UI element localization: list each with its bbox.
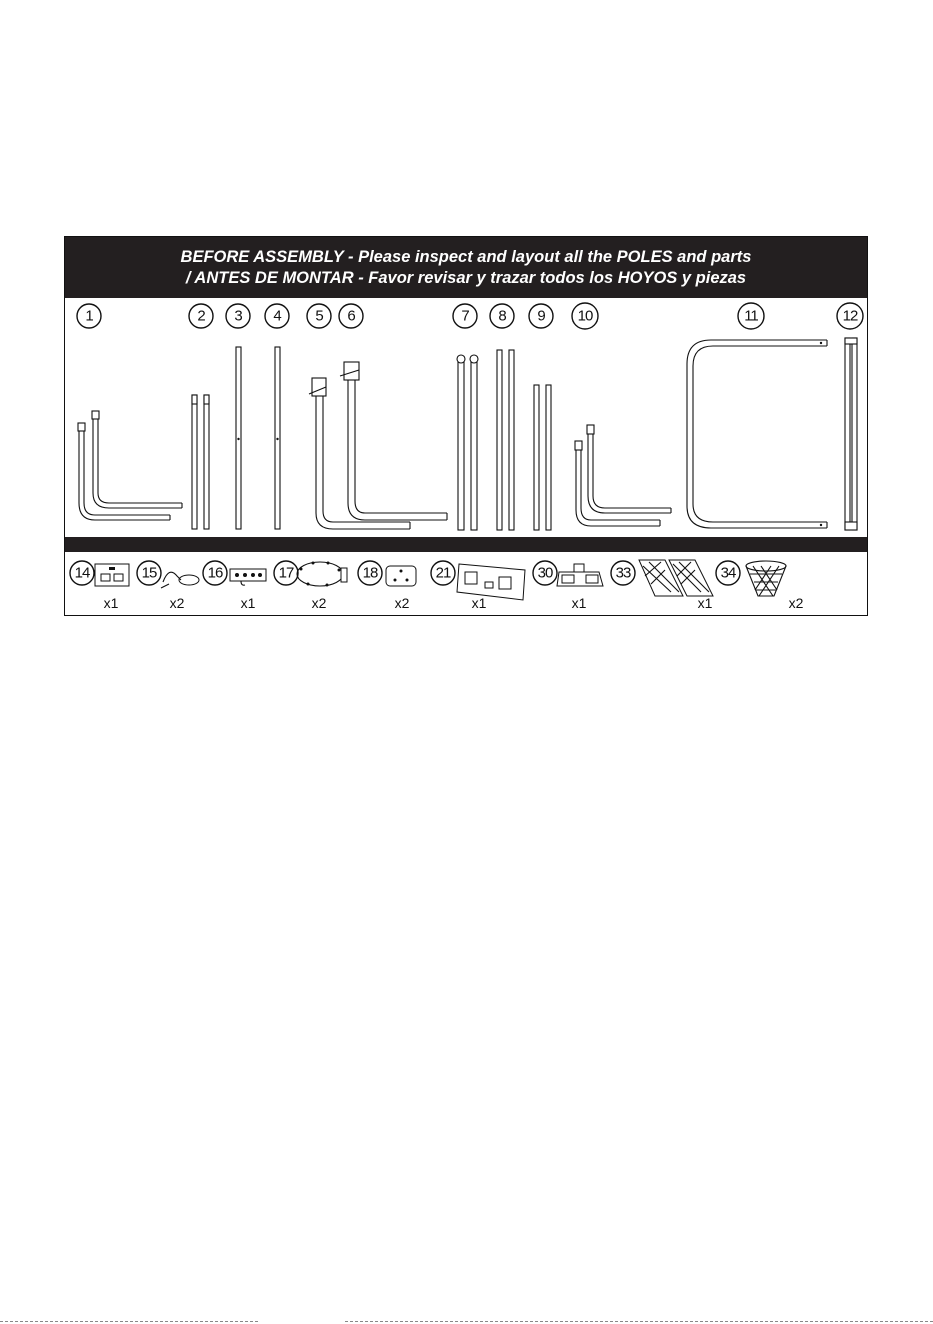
svg-text:2: 2 <box>197 307 205 325</box>
hoop-rim-icon <box>297 562 347 587</box>
svg-text:7: 7 <box>461 307 469 325</box>
pole-3-drawing <box>236 347 241 529</box>
svg-text:3: 3 <box>234 307 242 325</box>
svg-text:4: 4 <box>273 307 281 325</box>
pole-label-12 <box>837 303 863 329</box>
instruction-header <box>65 237 867 298</box>
svg-text:15: 15 <box>141 564 157 582</box>
svg-text:16: 16 <box>207 564 223 582</box>
pole-label-3 <box>226 304 250 328</box>
pole-10-drawing <box>575 425 671 526</box>
pole-11-drawing <box>687 340 827 528</box>
control-box-icon <box>95 564 129 586</box>
svg-text:x1: x1 <box>697 595 713 611</box>
pole-label-2 <box>189 304 213 328</box>
section-divider <box>65 537 867 552</box>
pole-12-drawing <box>845 338 857 530</box>
header-line-english: BEFORE ASSEMBLY - Please inspect and layout all the POLES and parts <box>180 247 752 266</box>
pole-label-10 <box>572 303 598 329</box>
pole-8-drawing <box>497 350 514 530</box>
pump-icon <box>161 572 199 588</box>
pole-label-1 <box>77 304 101 328</box>
svg-text:21: 21 <box>435 564 451 582</box>
svg-text:x1: x1 <box>471 595 487 611</box>
part-17 <box>274 561 347 611</box>
part-18 <box>358 561 416 611</box>
parts-illustration <box>65 552 867 616</box>
poles-illustration <box>65 298 867 537</box>
svg-text:10: 10 <box>577 307 593 325</box>
svg-text:x1: x1 <box>103 595 119 611</box>
header-line-spanish: / ANTES DE MONTAR - Favor revisar y trazar todos los HOYOS y piezas <box>185 268 747 287</box>
ramp-net-icon <box>639 560 713 596</box>
svg-text:1: 1 <box>85 307 93 325</box>
svg-text:x2: x2 <box>311 595 327 611</box>
page-edge-dash-left <box>0 1321 258 1322</box>
part-30 <box>533 561 603 611</box>
part-16 <box>203 561 266 611</box>
pole-2-drawing <box>192 395 209 529</box>
part-21 <box>431 561 525 611</box>
pole-label-5 <box>307 304 331 328</box>
svg-text:6: 6 <box>347 307 355 325</box>
svg-text:x2: x2 <box>394 595 410 611</box>
pole-7-drawing <box>457 355 478 530</box>
svg-text:11: 11 <box>744 307 758 325</box>
part-14 <box>70 561 129 611</box>
svg-text:30: 30 <box>537 564 553 582</box>
parts-layout-sheet <box>64 236 868 616</box>
pole-label-6 <box>339 304 363 328</box>
svg-text:17: 17 <box>278 564 294 582</box>
pole-label-9 <box>529 304 553 328</box>
pole-label-11 <box>738 303 764 329</box>
svg-text:x1: x1 <box>240 595 256 611</box>
svg-text:14: 14 <box>74 564 90 582</box>
part-33 <box>611 560 713 611</box>
basketball-net-icon <box>746 561 786 596</box>
pole-4-drawing <box>275 347 280 529</box>
pole-9-drawing <box>534 385 551 530</box>
pole-1-drawing <box>78 411 182 520</box>
svg-text:18: 18 <box>362 564 378 582</box>
bracket-plate-icon <box>386 566 416 586</box>
svg-text:x2: x2 <box>169 595 185 611</box>
part-34 <box>716 561 804 611</box>
connector-bar-icon <box>230 569 266 585</box>
pole-6-drawing <box>340 362 447 520</box>
svg-text:x2: x2 <box>788 595 804 611</box>
svg-text:5: 5 <box>315 307 323 325</box>
pole-label-7 <box>453 304 477 328</box>
pole-label-4 <box>265 304 289 328</box>
pole-5-drawing <box>309 378 410 529</box>
svg-text:33: 33 <box>615 564 631 582</box>
pole-label-8 <box>490 304 514 328</box>
svg-text:9: 9 <box>537 307 545 325</box>
svg-text:8: 8 <box>498 307 506 325</box>
svg-text:12: 12 <box>842 307 858 325</box>
backboard-icon <box>457 564 525 600</box>
svg-text:34: 34 <box>720 564 736 582</box>
part-15 <box>137 561 199 611</box>
page-edge-dash-right <box>345 1321 933 1322</box>
score-panel-icon <box>557 564 603 586</box>
svg-text:x1: x1 <box>571 595 587 611</box>
